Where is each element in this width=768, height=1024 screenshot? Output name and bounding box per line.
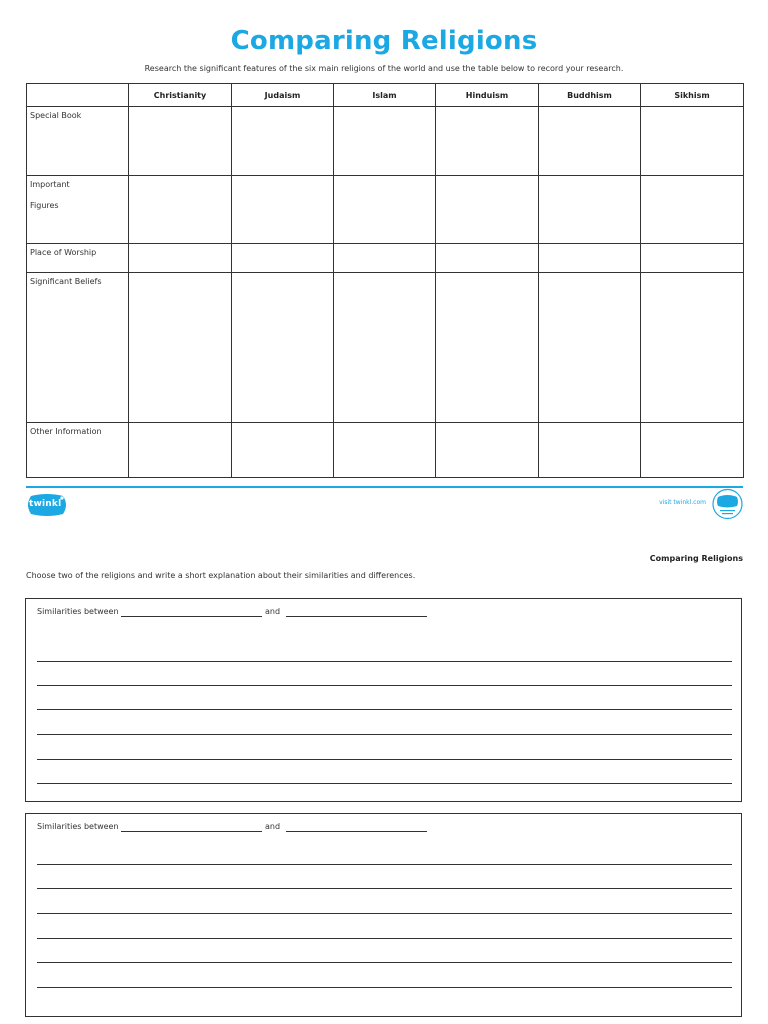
entry-cell[interactable] [641, 423, 744, 478]
entry-cell[interactable] [539, 176, 641, 244]
table-row [27, 176, 744, 244]
row-label: Other Information [27, 423, 129, 478]
religion-blank-2[interactable] [286, 831, 427, 832]
page2-header: Comparing Religions [649, 554, 743, 563]
entry-cell[interactable] [436, 176, 539, 244]
instruction-text: Choose two of the religions and write a short explanation about their similarities and differences. [26, 571, 416, 580]
research-table [26, 83, 744, 478]
entry-cell[interactable] [539, 244, 641, 273]
entry-cell[interactable] [334, 423, 436, 478]
table-row [27, 423, 744, 478]
page-title: Comparing Religions [230, 26, 538, 56]
entry-cell[interactable] [641, 107, 744, 176]
entry-cell[interactable] [436, 107, 539, 176]
column-header: Judaism [232, 84, 334, 107]
table-row [27, 107, 744, 176]
logo-text: twinkl [29, 499, 62, 509]
entry-cell[interactable] [129, 423, 232, 478]
column-header: Sikhism [641, 84, 744, 107]
entry-cell[interactable] [334, 273, 436, 423]
entry-cell[interactable] [641, 273, 744, 423]
row-label: Important Figures [27, 176, 129, 244]
religion-blank-1[interactable] [121, 831, 262, 832]
entry-cell[interactable] [334, 244, 436, 273]
writing-line[interactable] [37, 962, 732, 963]
comparison-box [25, 813, 742, 1017]
writing-line[interactable] [37, 938, 732, 939]
intro-text: Research the significant features of the six main religions of the world and use the table below to record your research. [144, 64, 624, 73]
column-header: Buddhism [539, 84, 641, 107]
entry-cell[interactable] [232, 107, 334, 176]
writing-line[interactable] [37, 685, 732, 686]
column-header: Hinduism [436, 84, 539, 107]
entry-cell[interactable] [641, 176, 744, 244]
writing-line[interactable] [37, 734, 732, 735]
entry-cell[interactable] [539, 107, 641, 176]
entry-cell[interactable] [232, 273, 334, 423]
similarities-label: Similarities between [37, 822, 119, 831]
comparison-box [25, 598, 742, 802]
entry-cell[interactable] [232, 423, 334, 478]
table-row [27, 244, 744, 273]
entry-cell[interactable] [641, 244, 744, 273]
entry-cell[interactable] [334, 107, 436, 176]
header-corner-cell [27, 84, 129, 107]
entry-cell[interactable] [436, 273, 539, 423]
row-label: Special Book [27, 107, 129, 176]
similarities-label: Similarities between [37, 607, 119, 616]
column-header: Islam [334, 84, 436, 107]
entry-cell[interactable] [539, 423, 641, 478]
and-label: and [265, 822, 281, 831]
row-label: Significant Beliefs [27, 273, 129, 423]
footer-divider [26, 486, 743, 488]
writing-line[interactable] [37, 888, 732, 889]
entry-cell[interactable] [129, 107, 232, 176]
religion-blank-2[interactable] [286, 616, 427, 617]
writing-line[interactable] [37, 709, 732, 710]
and-label: and [265, 607, 281, 616]
table-row [27, 273, 744, 423]
writing-line[interactable] [37, 783, 732, 784]
visit-link[interactable]: visit twinkl.com [659, 499, 706, 506]
religion-blank-1[interactable] [121, 616, 262, 617]
quality-badge-icon [712, 488, 743, 520]
row-label: Place of Worship [27, 244, 129, 273]
entry-cell[interactable] [129, 176, 232, 244]
entry-cell[interactable] [436, 423, 539, 478]
entry-cell[interactable] [539, 273, 641, 423]
entry-cell[interactable] [129, 244, 232, 273]
writing-line[interactable] [37, 864, 732, 865]
table-header-row [27, 84, 744, 107]
entry-cell[interactable] [129, 273, 232, 423]
entry-cell[interactable] [334, 176, 436, 244]
writing-line[interactable] [37, 759, 732, 760]
entry-cell[interactable] [232, 176, 334, 244]
writing-line[interactable] [37, 987, 732, 988]
entry-cell[interactable] [436, 244, 539, 273]
writing-line[interactable] [37, 661, 732, 662]
entry-cell[interactable] [232, 244, 334, 273]
writing-line[interactable] [37, 913, 732, 914]
column-header: Christianity [129, 84, 232, 107]
